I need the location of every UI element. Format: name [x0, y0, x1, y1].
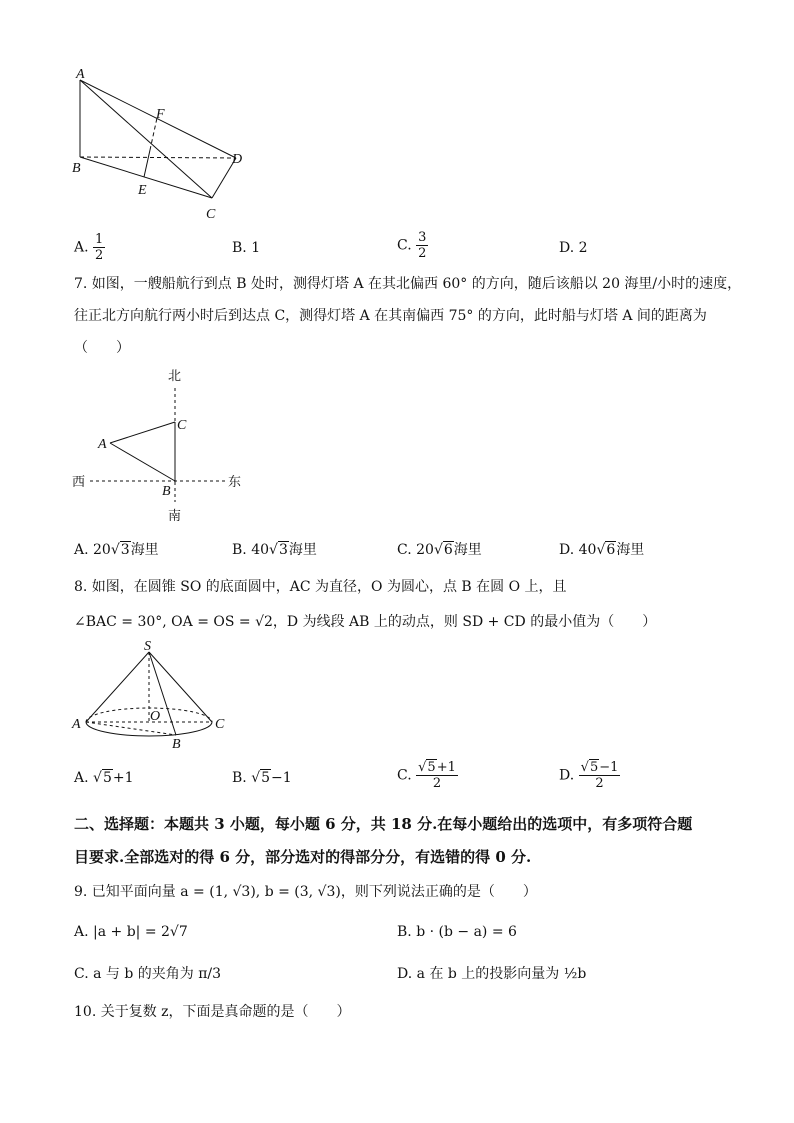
- unit: 海里: [616, 542, 645, 558]
- q6-option-a[interactable]: [74, 232, 105, 263]
- option-letter: A.: [74, 770, 89, 786]
- q9-option-a[interactable]: [74, 922, 188, 942]
- label-C: C: [215, 717, 225, 732]
- q9-stem: 9. 已知平面向量 a = (1, √3), b = (3, √3)，则下列说法正确的是（ ）: [74, 884, 537, 900]
- q8-option-b[interactable]: [232, 768, 292, 788]
- q8-option-d[interactable]: [559, 760, 620, 791]
- label-B: B: [72, 161, 81, 176]
- q7-option-a[interactable]: [74, 540, 159, 560]
- q8-figure: [66, 636, 246, 754]
- q7-stem-line3: （ ）: [74, 340, 130, 356]
- unit: 海里: [288, 542, 317, 558]
- fraction: $\frac{√5-1}{2}$: [580, 760, 619, 791]
- option-text: a 与 b 的夹角为 π/3: [93, 966, 222, 982]
- option-letter: B.: [232, 770, 247, 786]
- coefficient: 40: [251, 542, 270, 558]
- option-letter: D.: [397, 966, 413, 982]
- option-text: b · (b − a) = 6: [416, 924, 517, 940]
- option-text: 1: [251, 240, 261, 256]
- label-south: 南: [168, 509, 182, 524]
- label-A: A: [76, 67, 85, 82]
- q8-stem-line1: 8. 如图，在圆锥 SO 的底面圆中，AC 为直径，O 为圆心，点 B 在圆 O 上，且: [74, 579, 567, 595]
- option-letter: B.: [232, 542, 247, 558]
- option-text: |a + b| = 2√7: [93, 924, 188, 940]
- fraction: $\frac{√5+1}{2}$: [418, 760, 456, 791]
- sqrt-sign: √: [93, 770, 102, 786]
- q7-stem-line1: 7. 如图，一艘船航行到点 B 处时，测得灯塔 A 在其北偏西 60° 的方向，随后该船以 20 海里/小时的速度，: [74, 276, 742, 292]
- q7-option-c[interactable]: [397, 540, 482, 560]
- q9-option-c[interactable]: [74, 964, 221, 984]
- q6-option-d[interactable]: [559, 238, 588, 258]
- option-letter: C.: [397, 237, 412, 254]
- option-letter: A.: [74, 924, 89, 940]
- q7-figure: [66, 362, 256, 527]
- label-F: F: [156, 107, 165, 122]
- segment-AB: [110, 443, 175, 481]
- fraction: $\frac{3}{2}$: [418, 230, 427, 261]
- label-E: E: [138, 183, 147, 198]
- label-D: D: [232, 152, 243, 167]
- q8-option-c[interactable]: [397, 760, 458, 791]
- label-O: O: [150, 709, 161, 724]
- radicand: 6: [443, 542, 453, 558]
- radicand: 5: [102, 770, 112, 786]
- unit: 海里: [130, 542, 159, 558]
- radicand: 3: [278, 542, 288, 558]
- coefficient: 20: [93, 542, 111, 558]
- option-letter: D.: [559, 240, 575, 256]
- fraction: $\frac{1}{2}$: [95, 232, 104, 263]
- tail: +1: [112, 770, 134, 786]
- q7-stem-line2: 往正北方向航行两小时后到达点 C，测得灯塔 A 在其南偏西 75° 的方向，此时船与灯塔 A 间的距离为: [74, 308, 707, 324]
- sqrt-sign: √: [269, 542, 278, 558]
- segment-AC: [110, 422, 175, 443]
- unit: 海里: [453, 542, 482, 558]
- label-C: C: [206, 207, 216, 222]
- q6-figure-lines: [80, 80, 236, 198]
- q8-option-a[interactable]: [74, 768, 134, 788]
- q8-stem-line2: ∠BAC = 30°, OA = OS = √2，D 为线段 AB 上的动点，则 SD + CD 的最小值为（ ）: [74, 614, 657, 630]
- q7-option-d[interactable]: [559, 540, 644, 560]
- section2-heading-line2: 目要求.全部选对的得 6 分，部分选对的得部分分，有选错的得 0 分.: [74, 848, 532, 866]
- tail: −1: [271, 770, 292, 786]
- coefficient: 40: [578, 542, 597, 558]
- slant-SA: [86, 652, 149, 722]
- label-S: S: [144, 639, 151, 654]
- q7-option-b[interactable]: [232, 540, 317, 560]
- radicand: 3: [120, 542, 130, 558]
- sqrt-sign: √: [251, 770, 261, 786]
- label-C: C: [177, 418, 187, 433]
- sqrt-sign: √: [433, 542, 443, 558]
- option-letter: C.: [397, 767, 412, 784]
- option-letter: A.: [74, 239, 89, 256]
- edge-BD-dashed: [80, 157, 236, 158]
- coefficient: 20: [416, 542, 434, 558]
- label-A: A: [72, 717, 81, 732]
- q9-option-b[interactable]: [397, 922, 517, 942]
- option-text: a 在 b 上的投影向量为 ½b: [416, 966, 587, 982]
- label-north: 北: [168, 369, 182, 384]
- base-ellipse-front: [86, 722, 212, 736]
- option-letter: A.: [74, 542, 89, 558]
- sqrt-sign: √: [596, 542, 606, 558]
- section2-heading-line1: 二、选择题：本题共 3 小题，每小题 6 分，共 18 分.在每小题给出的选项中，有多项符合题: [74, 815, 693, 833]
- option-letter: B.: [397, 924, 412, 940]
- label-west: 西: [72, 475, 86, 490]
- radicand: 6: [606, 542, 616, 558]
- q6-option-c[interactable]: [397, 230, 428, 261]
- q6-option-b[interactable]: [232, 238, 260, 258]
- q9-option-d[interactable]: [397, 964, 586, 984]
- edge-EF-solid: [144, 150, 150, 177]
- label-A: A: [98, 437, 107, 452]
- edge-AC: [80, 80, 212, 198]
- option-letter: D.: [559, 767, 575, 784]
- option-letter: C.: [74, 966, 89, 982]
- q6-figure: [60, 60, 260, 225]
- option-letter: D.: [559, 542, 575, 558]
- label-east: 东: [228, 475, 242, 490]
- radicand: 5: [261, 770, 271, 786]
- sqrt-sign: √: [110, 542, 120, 558]
- segment-AB: [86, 722, 176, 735]
- label-B: B: [172, 737, 181, 752]
- option-letter: B.: [232, 240, 247, 256]
- q10-stem: 10. 关于复数 z，下面是真命题的是（ ）: [74, 1004, 351, 1020]
- label-B: B: [162, 484, 171, 499]
- option-letter: C.: [397, 542, 412, 558]
- option-text: 2: [578, 240, 588, 256]
